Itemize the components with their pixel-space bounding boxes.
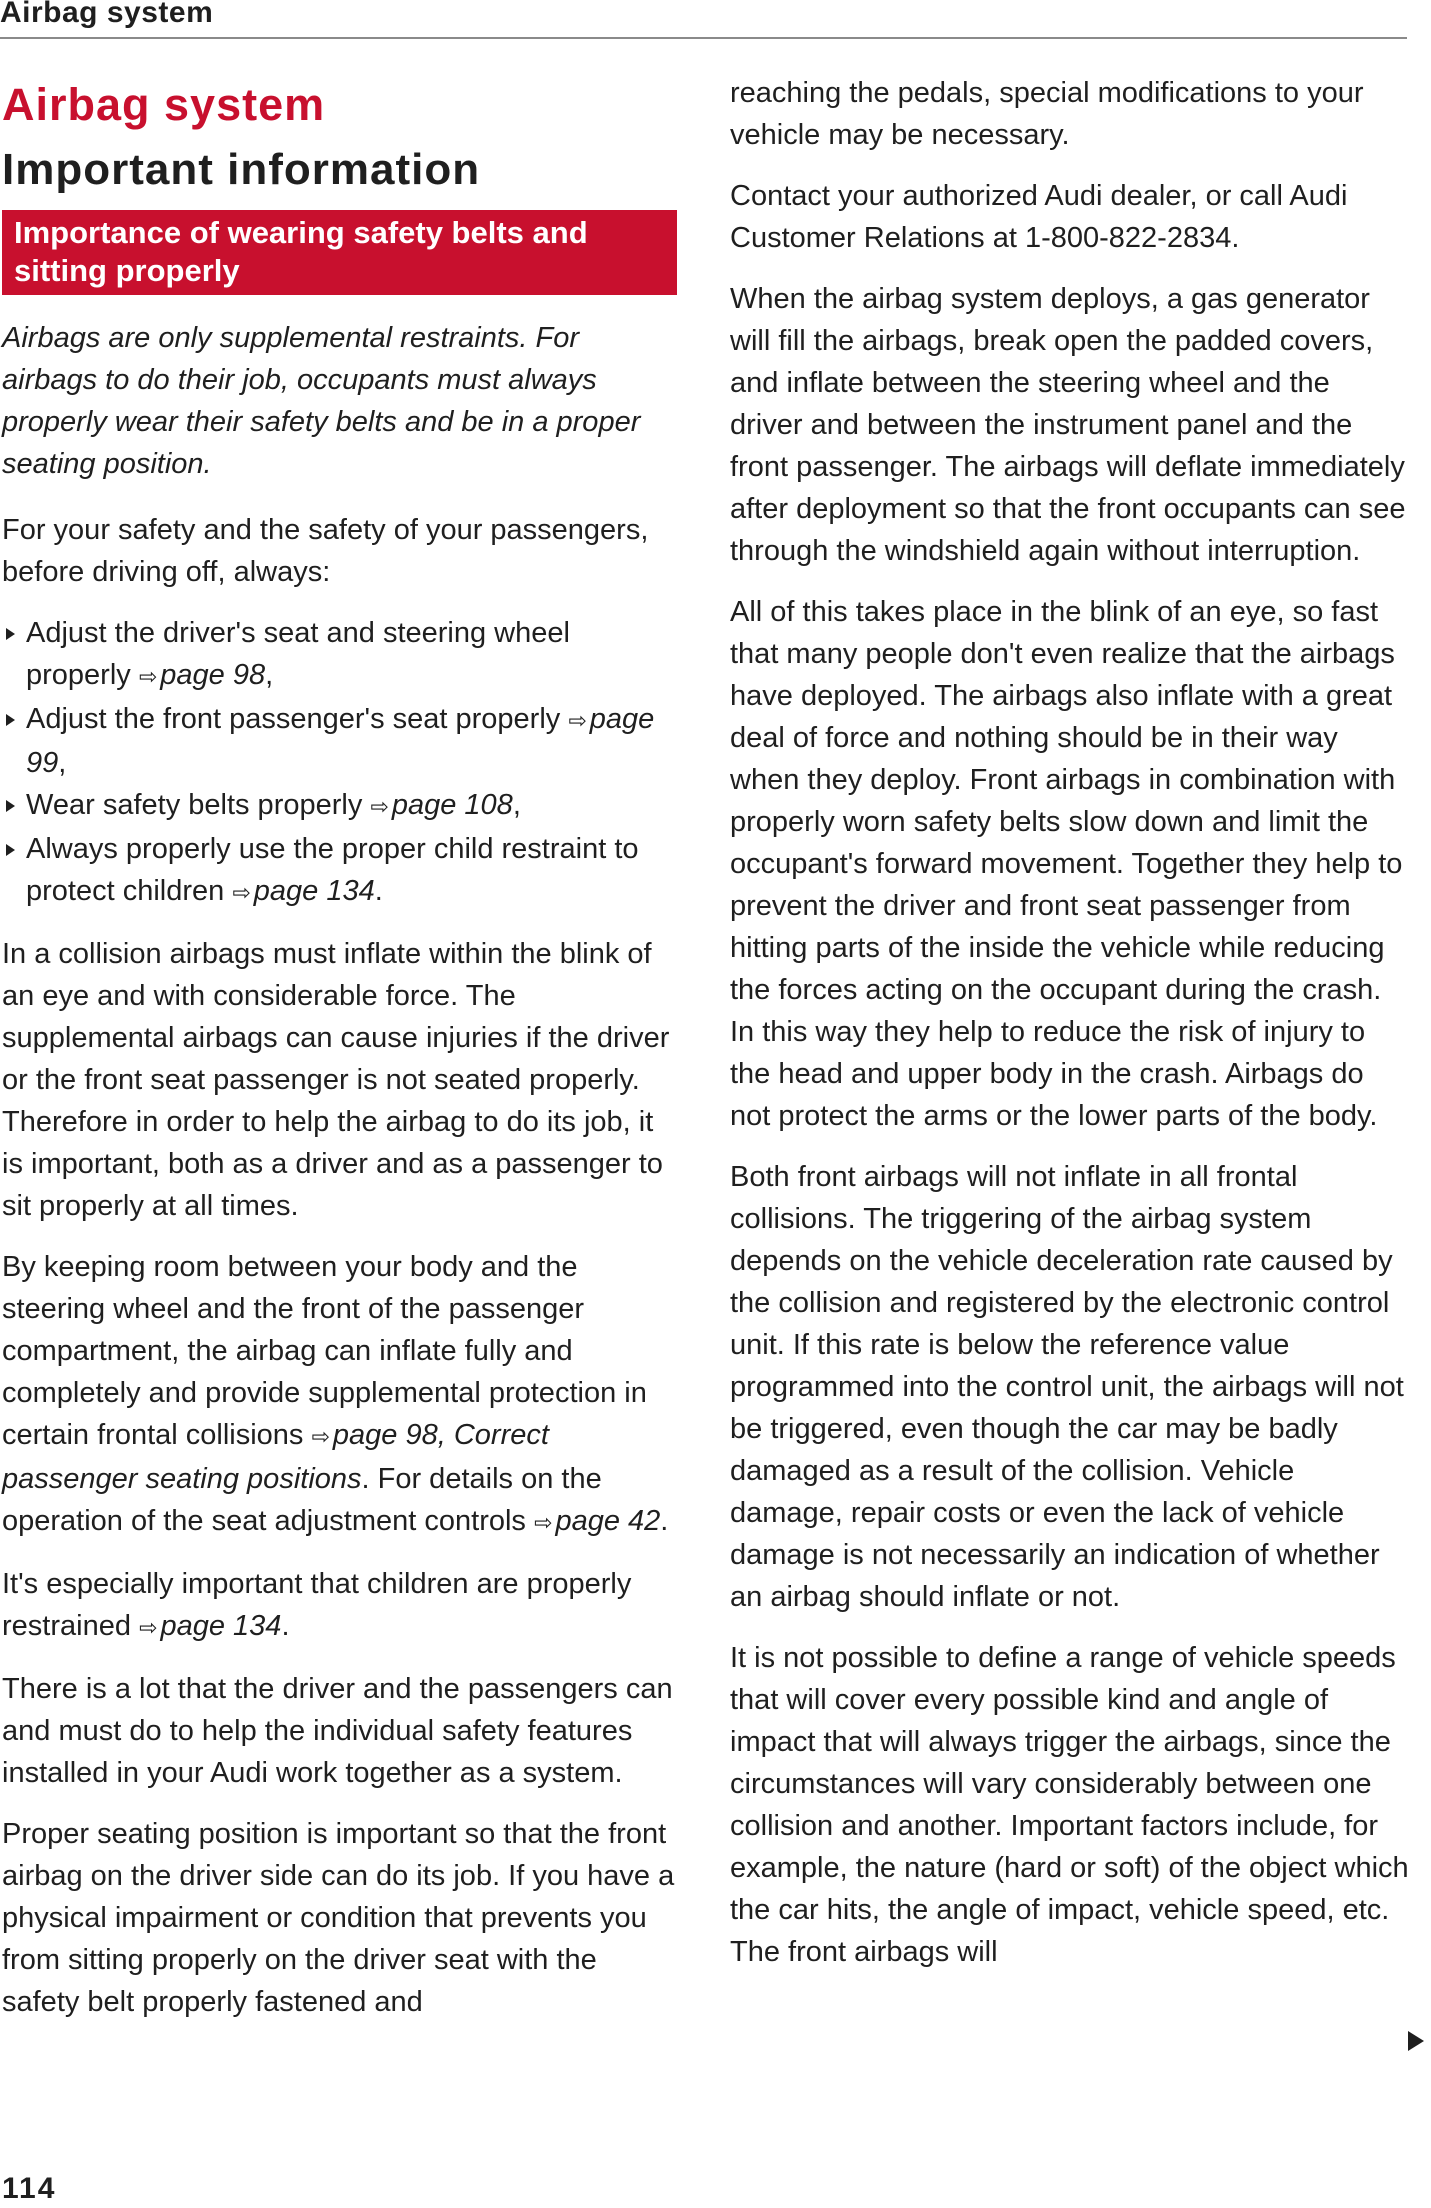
bullet-item: Adjust the front passenger's seat properly ⇨ page 99, [2,698,677,784]
page-reference-link[interactable]: ⇨ page 108 [370,789,513,821]
bullet-item: Adjust the driver's seat and steering wheel properly ⇨ page 98, [2,612,677,698]
bullet-item: Always properly use the proper child restraint to protect children ⇨ page 134. [2,828,677,914]
paragraph: In a collision airbags must inflate within the blink of an eye and with considerable force. The supplemental airbags can cause injuries if the driver or the front seat passenger is not seated properly. Therefore in order to help the airbag to do its job, it is important, both as a driver and as a passenger to sit properly at all times. [2,938,670,1222]
paragraph: reaching the pedals, special modifications to your vehicle may be necessary. [730,77,1364,151]
paragraph: Proper seating position is important so that the front airbag on the driver side can do its job. If you have a physical impairment or condition that prevents you from sitting properly on the driver seat with the safety belt properly fastened and [2,1818,675,2018]
intro-paragraph: Airbags are only supplemental restraints. For airbags to do their job, occupants must always properly wear their safety belts and be in a proper seating position. [2,322,641,480]
arrow-right-icon: ⇨ [568,708,587,733]
arrow-right-icon: ⇨ [370,794,389,819]
right-column [730,72,1410,1992]
bullet-list [2,612,677,914]
paragraph: For your safety and the safety of your passengers, before driving off, always: [2,514,649,588]
continue-arrow-icon [1408,2031,1424,2051]
page-reference-link[interactable]: ⇨ page 134 [139,1610,282,1642]
section-title: Important information [2,145,481,194]
arrow-right-icon: ⇨ [534,1510,553,1535]
paragraph: All of this takes place in the blink of an eye, so fast that many people don't even realize that the airbags have deployed. The airbags also inflate with a great deal of force and nothing should be in their way when they deploy. Front airbags in combination with properly worn safety belts slow down and limit the occupant's forward movement. Together they help to prevent the driver and front seat passenger from hitting parts of the inside the vehicle while reducing the forces acting on the occupant during the crash. In this way they help to reduce the risk of injury to the head and upper body in the crash. Airbags do not protect the arms or the lower parts of the body. [730,596,1403,1132]
arrow-right-icon: ⇨ [138,664,158,689]
page-number: 114 [2,2172,57,2205]
paragraph: By keeping room between your body and the steering wheel and the front of the passenger compartment, the airbag can inflate fully and completely and provide supplemental protection in certain frontal collisions ⇨ page 98, Correct passenger seating positions. For details on the operation of the seat adjustment controls ⇨ page 42. [2,1251,669,1537]
running-header-title: Airbag system [0,0,214,29]
subsection-title-box [2,210,677,295]
paragraph: It is not possible to define a range of vehicle speeds that will cover every possible kind and angle of impact that will always trigger the airbags, since the circumstances will vary considerably between one collision and another. Important factors include, for example, the nature (hard or soft) of the object which the car hits, the angle of impact, vehicle speed, etc. The front airbags will [730,1642,1409,1968]
arrow-right-icon: ⇨ [139,1615,158,1640]
page-reference-link[interactable]: ⇨ page 134 [232,875,375,907]
paragraph: It's especially important that children are properly restrained ⇨ page 134. [2,1568,632,1642]
page-reference-link[interactable]: ⇨ page 99 [26,703,655,779]
arrow-right-icon: ⇨ [311,1424,330,1449]
arrow-right-icon: ⇨ [232,880,251,905]
paragraph: When the airbag system deploys, a gas generator will fill the airbags, break open the padded covers, and inflate between the steering wheel and the driver and between the instrument panel and the front passenger. The airbags will deflate immediately after deployment so that the front occupants can see through the windshield again without interruption. [730,283,1406,567]
left-column [2,72,677,2042]
running-header [0,0,1407,39]
paragraph: Contact your authorized Audi dealer, or call Audi Customer Relations at 1-800-822-2834. [730,180,1348,254]
subsection-title: Importance of wearing safety belts and sitting properly [14,215,588,288]
page-reference-link[interactable]: ⇨ page 98 [138,659,266,691]
paragraph: There is a lot that the driver and the passengers can and must do to help the individual safety features installed in your Audi work together as a system. [2,1673,673,1789]
bullet-item: Wear safety belts properly ⇨ page 108, [2,784,677,828]
chapter-title: Airbag system [2,79,326,130]
page-reference-link[interactable]: ⇨ page 42 [534,1505,661,1537]
page-reference-link[interactable]: ⇨ page 98, Correct passenger seating positions [2,1419,549,1495]
paragraph: Both front airbags will not inflate in all frontal collisions. The triggering of the airbag system depends on the vehicle deceleration rate caused by the collision and registered by the electronic control unit. If this rate is below the reference value programmed into the control unit, the airbags will not be triggered, even though the car may be badly damaged as a result of the collision. Vehicle damage, repair costs or even the lack of vehicle damage is not necessarily an indication of whether an airbag should inflate or not. [730,1161,1404,1613]
